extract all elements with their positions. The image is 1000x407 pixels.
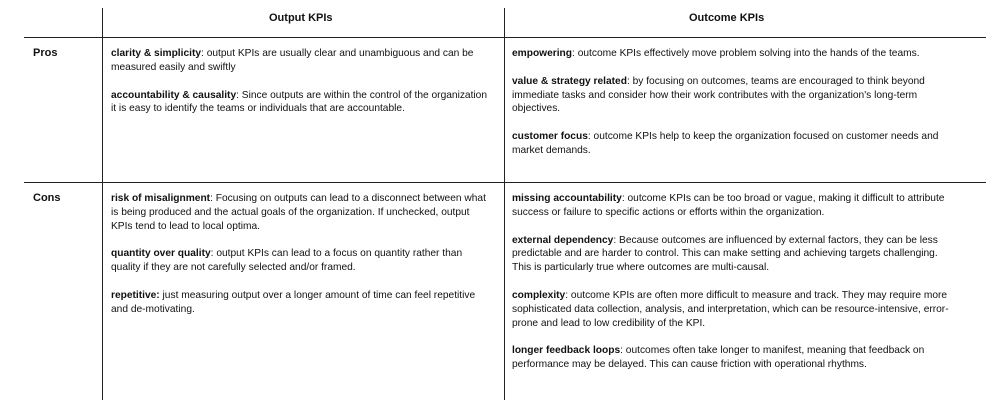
column-divider-middle <box>504 8 505 400</box>
cell-pros-outcome <box>512 47 957 172</box>
list-item: clarity & simplicity: output KPIs are usually clear and unambiguous and can be measured easily and swiftly <box>111 48 474 73</box>
list-item: external dependency: Because outcomes are influenced by external factors, they can be less predictable and are harder to control. This can make setting and achieving targets challenging. This is particularly true where outcomes are multi-causal. <box>512 234 938 274</box>
column-divider-left <box>102 8 103 400</box>
row-label-pros: Pros <box>33 47 58 59</box>
cell-pros-output <box>111 47 491 130</box>
cell-cons-outcome <box>512 192 957 386</box>
row-label-cons: Cons <box>33 192 61 204</box>
header-divider <box>24 37 986 38</box>
header-outcome-kpis: Outcome KPIs <box>689 12 765 24</box>
list-item: customer focus: outcome KPIs help to keep the organization focused on customer needs and market demands. <box>512 131 939 156</box>
list-item: empowering: outcome KPIs effectively move problem solving into the hands of the teams. <box>512 48 920 59</box>
list-item: complexity: outcome KPIs are often more difficult to measure and track. They may require more sophisticated data collection, analysis, and interpretation, which can be resource-intensive, error-prone and lead to low credibility of the KPI. <box>512 289 949 329</box>
row-divider <box>24 182 986 183</box>
cell-cons-output <box>111 192 491 331</box>
list-item: value & strategy related: by focusing on outcomes, teams are encouraged to think beyond immediate tasks and consider how their work contributes with the organization's long-term objectives. <box>512 75 925 115</box>
list-item: quantity over quality: output KPIs can lead to a focus on quantity rather than quality if they are not carefully selected and/or framed. <box>111 248 463 274</box>
list-item: repetitive: just measuring output over a longer amount of time can feel repetitive and de-motivating. <box>111 289 476 315</box>
list-item: missing accountability: outcome KPIs can be too broad or vague, making it difficult to attribute success or failure to specific actions or efforts within the organization. <box>512 193 945 218</box>
list-item: longer feedback loops: outcomes often take longer to manifest, meaning that feedback on performance may be delayed. This can cause friction with operational rhythms. <box>512 345 925 371</box>
list-item: risk of misalignment: Focusing on outputs can lead to a disconnect between what is being produced and the actual goals of the organization. If unchecked, output KPIs tend to lead to local optima. <box>111 193 486 232</box>
list-item: accountability & causality: Since outputs are within the control of the organization it is easy to identify the teams or individuals that are accountable. <box>111 89 488 115</box>
header-output-kpis: Output KPIs <box>269 12 333 24</box>
